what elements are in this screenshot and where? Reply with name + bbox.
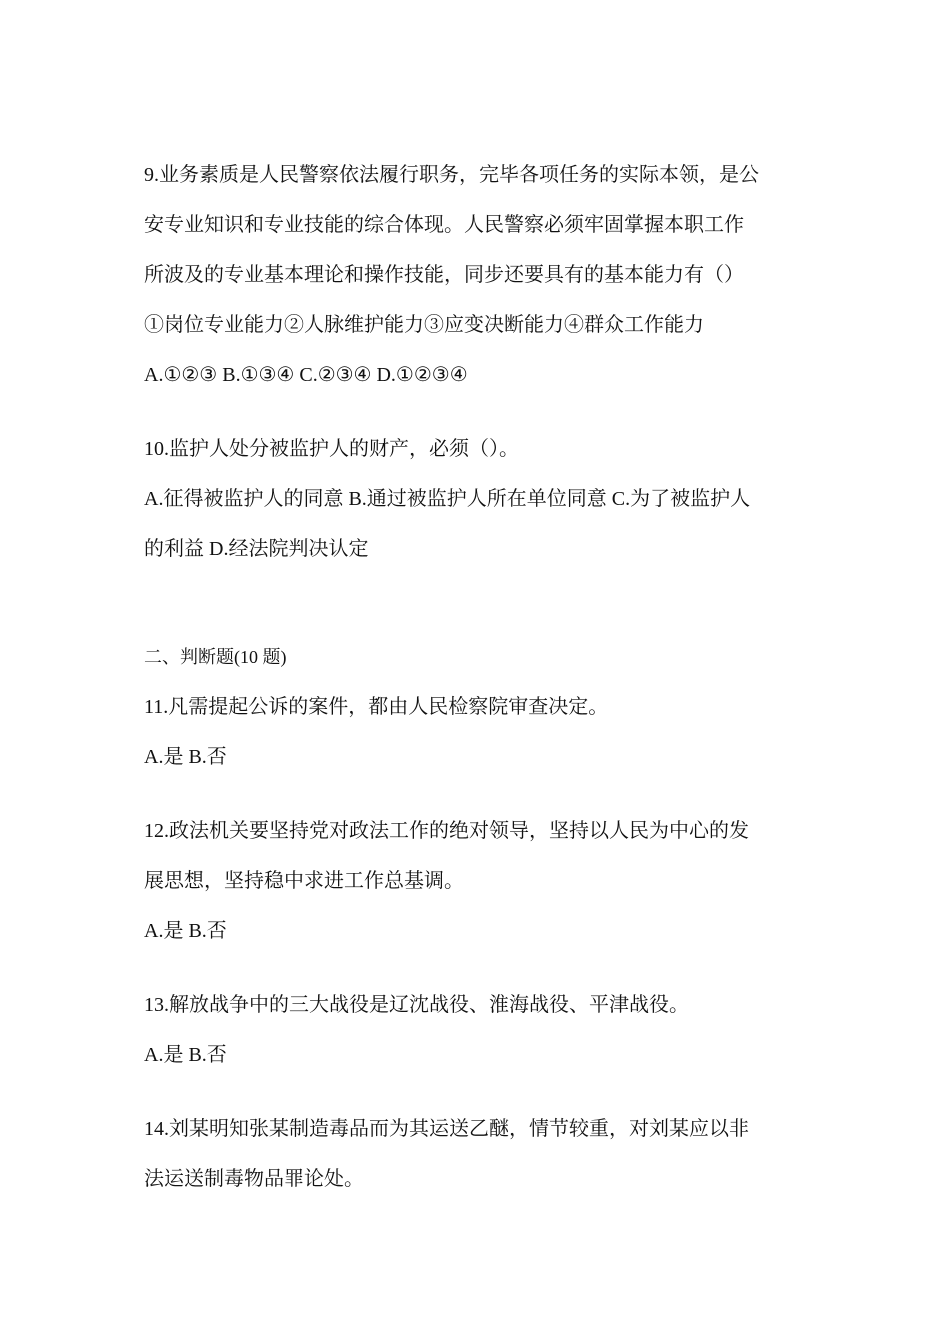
question-12 (144, 806, 814, 956)
spacer (144, 1080, 814, 1104)
question-12-stem-line-2: 展思想，坚持稳中求进工作总基调。 (144, 870, 464, 892)
question-12-options: A.是 B.否 (144, 920, 227, 942)
question-9-options: A.①②③ B.①③④ C.②③④ D.①②③④ (144, 364, 468, 386)
question-12-stem-line-1: 12.政法机关要坚持党对政法工作的绝对领导，坚持以人民为中心的发 (144, 820, 749, 842)
question-14-stem-line-1: 14.刘某明知张某制造毒品而为其运送乙醚，情节较重，对刘某应以非 (144, 1118, 749, 1140)
question-10 (144, 424, 814, 574)
question-14-stem-line-2: 法运送制毒物品罪论处。 (144, 1168, 364, 1190)
question-9-stem-line-2: 安专业知识和专业技能的综合体现。人民警察必须牢固掌握本职工作 (144, 214, 744, 236)
question-13-stem: 13.解放战争中的三大战役是辽沈战役、淮海战役、平津战役。 (144, 994, 689, 1016)
question-11 (144, 682, 814, 782)
question-11-options: A.是 B.否 (144, 746, 227, 768)
document-page (144, 150, 814, 1204)
question-9 (144, 150, 814, 400)
question-10-stem: 10.监护人处分被监护人的财产，必须（）。 (144, 438, 519, 460)
question-11-stem: 11.凡需提起公诉的案件，都由人民检察院审查决定。 (144, 696, 609, 718)
question-9-stem-line-1: 9.业务素质是人民警察依法履行职务，完毕各项任务的实际本领，是公 (144, 164, 759, 186)
question-10-options-line-2: 的利益 D.经法院判决认定 (144, 538, 369, 560)
question-13-options: A.是 B.否 (144, 1044, 227, 1066)
question-14 (144, 1104, 814, 1204)
spacer (144, 956, 814, 980)
question-10-options-line-1: A.征得被监护人的同意 B.通过被监护人所在单位同意 C.为了被监护人 (144, 488, 751, 510)
question-9-stem-line-3: 所波及的专业基本理论和操作技能，同步还要具有的基本能力有（） (144, 264, 744, 286)
question-13 (144, 980, 814, 1080)
spacer (144, 400, 814, 424)
spacer (144, 782, 814, 806)
section-heading-judgement: 二、判断题(10 题) (144, 647, 287, 667)
question-9-stem-line-4: ①岗位专业能力②人脉维护能力③应变决断能力④群众工作能力 (144, 314, 704, 336)
spacer (144, 574, 814, 632)
